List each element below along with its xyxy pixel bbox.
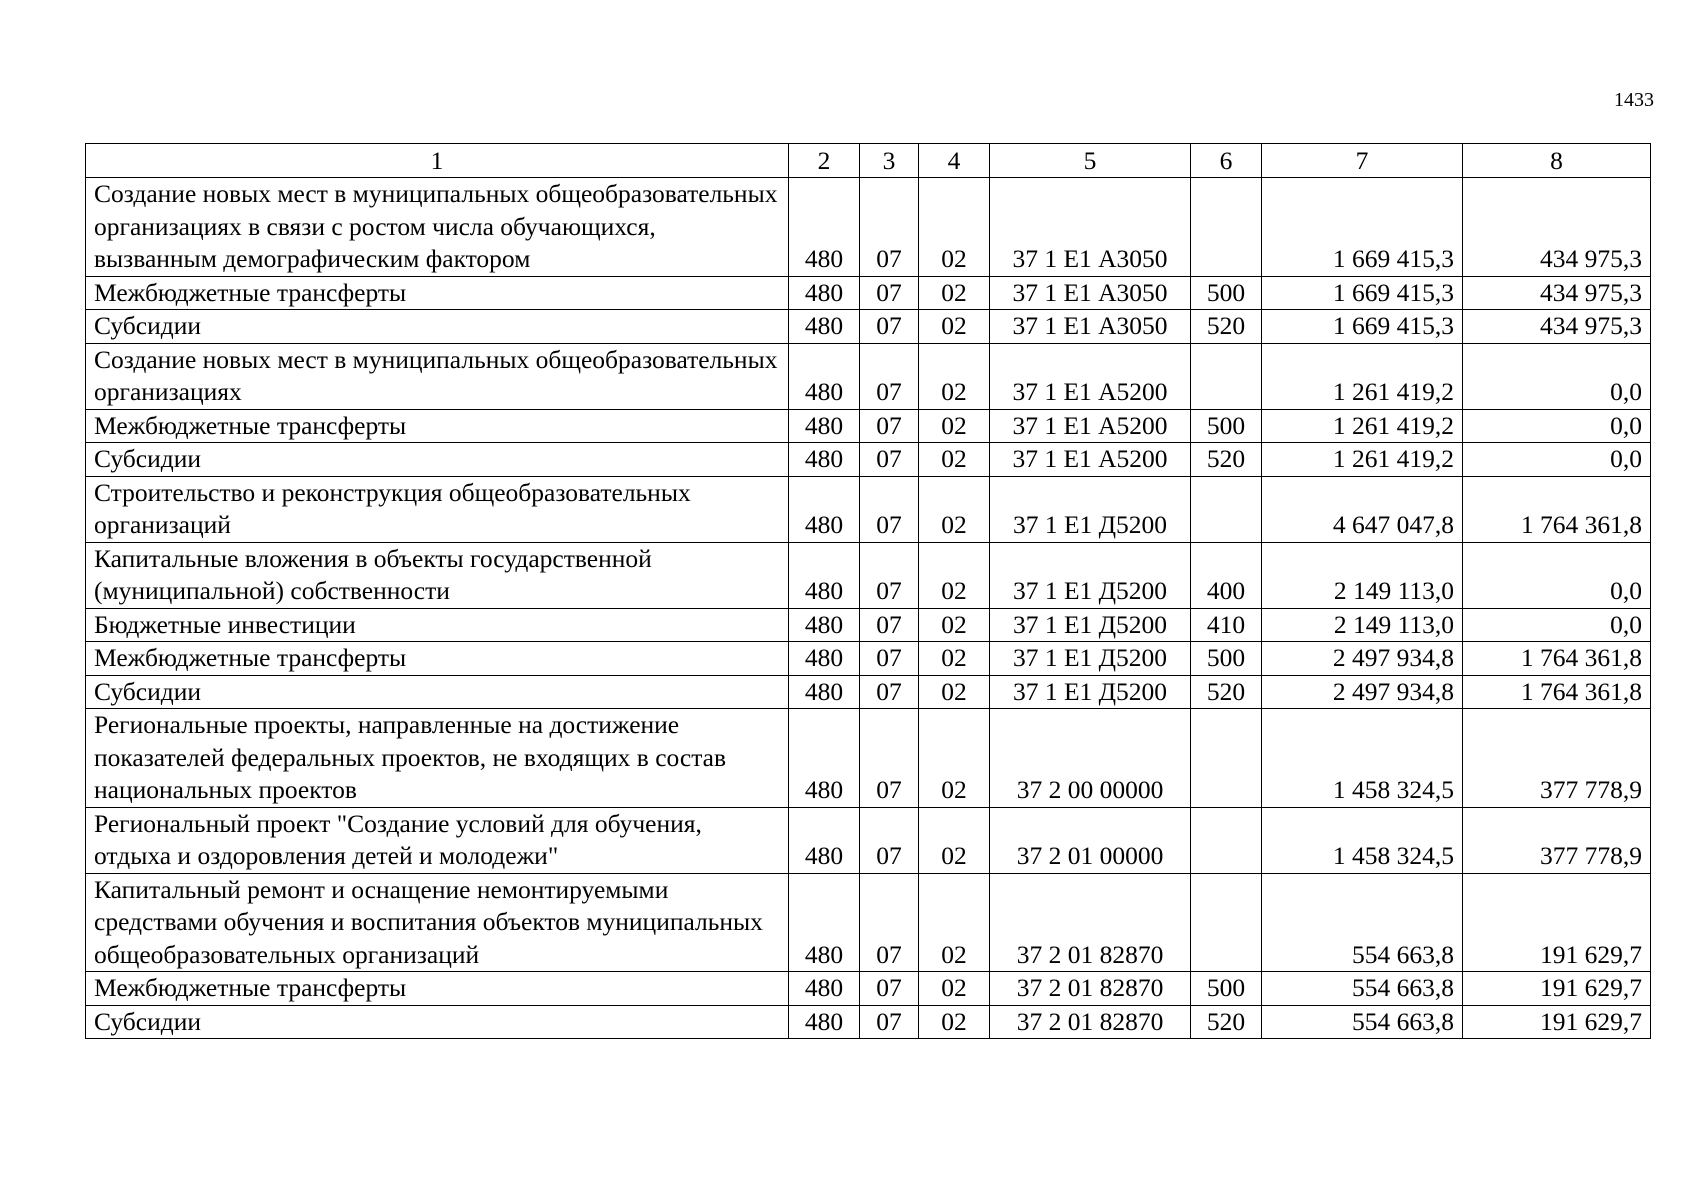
column-header: 6 (1191, 144, 1262, 178)
department-code-cell: 480 (789, 807, 860, 873)
section-code-cell: 07 (860, 608, 919, 642)
target-article-cell: 37 1 Е1 А3050 (990, 276, 1191, 310)
department-code-cell: 480 (789, 178, 860, 277)
amount-cell-col8: 1 764 361,8 (1463, 476, 1651, 542)
amount-cell-col7: 554 663,8 (1262, 873, 1463, 972)
target-article-cell: 37 1 Е1 А5200 (990, 443, 1191, 477)
section-code-cell: 07 (860, 873, 919, 972)
amount-cell-col7: 2 149 113,0 (1262, 542, 1463, 608)
amount-cell-col7: 1 458 324,5 (1262, 807, 1463, 873)
amount-cell-col8: 377 778,9 (1463, 709, 1651, 808)
expense-type-cell: 520 (1191, 310, 1262, 344)
department-code-cell: 480 (789, 276, 860, 310)
table-row (86, 178, 1651, 277)
column-header: 4 (919, 144, 990, 178)
subsection-code-cell: 02 (919, 443, 990, 477)
amount-cell-col8: 1 764 361,8 (1463, 675, 1651, 709)
target-article-cell: 37 1 Е1 А5200 (990, 343, 1191, 409)
column-header: 2 (789, 144, 860, 178)
department-code-cell: 480 (789, 476, 860, 542)
table-row (86, 542, 1651, 608)
target-article-cell: 37 1 Е1 А5200 (990, 409, 1191, 443)
amount-cell-col7: 2 497 934,8 (1262, 642, 1463, 676)
amount-cell-col7: 4 647 047,8 (1262, 476, 1463, 542)
expense-type-cell: 520 (1191, 443, 1262, 477)
section-code-cell: 07 (860, 276, 919, 310)
section-code-cell: 07 (860, 178, 919, 277)
expense-type-cell (1191, 873, 1262, 972)
expense-type-cell: 500 (1191, 276, 1262, 310)
amount-cell-col8: 191 629,7 (1463, 972, 1651, 1006)
expense-type-cell: 520 (1191, 1005, 1262, 1039)
amount-cell-col8: 434 975,3 (1463, 178, 1651, 277)
amount-cell-col7: 554 663,8 (1262, 972, 1463, 1006)
subsection-code-cell: 02 (919, 709, 990, 808)
subsection-code-cell: 02 (919, 476, 990, 542)
table-row (86, 873, 1651, 972)
expense-type-cell: 500 (1191, 409, 1262, 443)
column-header: 8 (1463, 144, 1651, 178)
target-article-cell: 37 1 Е1 Д5200 (990, 608, 1191, 642)
expense-type-cell: 400 (1191, 542, 1262, 608)
column-header: 5 (990, 144, 1191, 178)
table-row (86, 343, 1651, 409)
subsection-code-cell: 02 (919, 276, 990, 310)
department-code-cell: 480 (789, 972, 860, 1006)
table-row (86, 476, 1651, 542)
department-code-cell: 480 (789, 873, 860, 972)
department-code-cell: 480 (789, 409, 860, 443)
expense-name-cell: Капитальные вложения в объекты государственной (муниципальной) собственности (86, 542, 789, 608)
subsection-code-cell: 02 (919, 310, 990, 344)
amount-cell-col7: 1 261 419,2 (1262, 443, 1463, 477)
expense-type-cell (1191, 178, 1262, 277)
expense-type-cell (1191, 807, 1262, 873)
department-code-cell: 480 (789, 675, 860, 709)
section-code-cell: 07 (860, 343, 919, 409)
expense-name-cell: Региональный проект "Создание условий для обучения, отдыха и оздоровления детей и молодежи" (86, 807, 789, 873)
expense-name-cell: Создание новых мест в муниципальных общеобразовательных организациях в связи с ростом числа обучающихся, вызванным демографическим фактором (86, 178, 789, 277)
expense-name-cell: Бюджетные инвестиции (86, 608, 789, 642)
table-row (86, 443, 1651, 477)
subsection-code-cell: 02 (919, 675, 990, 709)
amount-cell-col8: 191 629,7 (1463, 873, 1651, 972)
header-row (86, 144, 1651, 178)
department-code-cell: 480 (789, 608, 860, 642)
expense-name-cell: Субсидии (86, 443, 789, 477)
table-row (86, 310, 1651, 344)
department-code-cell: 480 (789, 443, 860, 477)
table-body (86, 144, 1651, 1039)
target-article-cell: 37 1 Е1 А3050 (990, 310, 1191, 344)
expense-type-cell (1191, 709, 1262, 808)
table-row (86, 1005, 1651, 1039)
department-code-cell: 480 (789, 1005, 860, 1039)
department-code-cell: 480 (789, 642, 860, 676)
section-code-cell: 07 (860, 443, 919, 477)
amount-cell-col7: 1 669 415,3 (1262, 178, 1463, 277)
subsection-code-cell: 02 (919, 608, 990, 642)
expense-name-cell: Создание новых мест в муниципальных общеобразовательных организациях (86, 343, 789, 409)
subsection-code-cell: 02 (919, 178, 990, 277)
amount-cell-col7: 2 149 113,0 (1262, 608, 1463, 642)
amount-cell-col8: 1 764 361,8 (1463, 642, 1651, 676)
amount-cell-col8: 434 975,3 (1463, 310, 1651, 344)
section-code-cell: 07 (860, 642, 919, 676)
expense-name-cell: Субсидии (86, 1005, 789, 1039)
expense-type-cell (1191, 343, 1262, 409)
expense-name-cell: Субсидии (86, 310, 789, 344)
section-code-cell: 07 (860, 542, 919, 608)
subsection-code-cell: 02 (919, 343, 990, 409)
column-header: 7 (1262, 144, 1463, 178)
expense-name-cell: Межбюджетные трансферты (86, 642, 789, 676)
table-row (86, 709, 1651, 808)
target-article-cell: 37 1 Е1 Д5200 (990, 675, 1191, 709)
table-row (86, 608, 1651, 642)
expense-type-cell: 500 (1191, 642, 1262, 676)
amount-cell-col7: 1 669 415,3 (1262, 310, 1463, 344)
expense-type-cell: 500 (1191, 972, 1262, 1006)
amount-cell-col7: 1 261 419,2 (1262, 343, 1463, 409)
expense-name-cell: Региональные проекты, направленные на достижение показателей федеральных проектов, не входящих в состав национальных проектов (86, 709, 789, 808)
table-row (86, 807, 1651, 873)
amount-cell-col7: 2 497 934,8 (1262, 675, 1463, 709)
page-number: 1433 (1614, 89, 1654, 111)
table-row (86, 972, 1651, 1006)
target-article-cell: 37 2 01 82870 (990, 1005, 1191, 1039)
department-code-cell: 480 (789, 310, 860, 344)
expense-name-cell: Субсидии (86, 675, 789, 709)
expense-name-cell: Капитальный ремонт и оснащение немонтируемыми средствами обучения и воспитания объектов муниципальных общеобразовательных организаций (86, 873, 789, 972)
budget-table (85, 143, 1651, 1039)
amount-cell-col8: 377 778,9 (1463, 807, 1651, 873)
amount-cell-col8: 0,0 (1463, 542, 1651, 608)
target-article-cell: 37 1 Е1 Д5200 (990, 542, 1191, 608)
expense-name-cell: Межбюджетные трансферты (86, 972, 789, 1006)
expense-type-cell (1191, 476, 1262, 542)
amount-cell-col8: 0,0 (1463, 443, 1651, 477)
expense-name-cell: Межбюджетные трансферты (86, 409, 789, 443)
target-article-cell: 37 2 01 00000 (990, 807, 1191, 873)
table-row (86, 409, 1651, 443)
table-row (86, 276, 1651, 310)
subsection-code-cell: 02 (919, 807, 990, 873)
section-code-cell: 07 (860, 1005, 919, 1039)
section-code-cell: 07 (860, 709, 919, 808)
target-article-cell: 37 2 01 82870 (990, 873, 1191, 972)
subsection-code-cell: 02 (919, 642, 990, 676)
section-code-cell: 07 (860, 409, 919, 443)
column-header: 1 (86, 144, 789, 178)
section-code-cell: 07 (860, 675, 919, 709)
amount-cell-col8: 0,0 (1463, 409, 1651, 443)
target-article-cell: 37 1 Е1 Д5200 (990, 476, 1191, 542)
table-row (86, 675, 1651, 709)
department-code-cell: 480 (789, 542, 860, 608)
section-code-cell: 07 (860, 476, 919, 542)
department-code-cell: 480 (789, 709, 860, 808)
section-code-cell: 07 (860, 807, 919, 873)
amount-cell-col7: 1 458 324,5 (1262, 709, 1463, 808)
expense-type-cell: 520 (1191, 675, 1262, 709)
target-article-cell: 37 2 01 82870 (990, 972, 1191, 1006)
subsection-code-cell: 02 (919, 873, 990, 972)
section-code-cell: 07 (860, 310, 919, 344)
amount-cell-col8: 0,0 (1463, 608, 1651, 642)
amount-cell-col7: 554 663,8 (1262, 1005, 1463, 1039)
subsection-code-cell: 02 (919, 542, 990, 608)
column-header: 3 (860, 144, 919, 178)
section-code-cell: 07 (860, 972, 919, 1006)
target-article-cell: 37 2 00 00000 (990, 709, 1191, 808)
department-code-cell: 480 (789, 343, 860, 409)
expense-type-cell: 410 (1191, 608, 1262, 642)
amount-cell-col8: 191 629,7 (1463, 1005, 1651, 1039)
subsection-code-cell: 02 (919, 409, 990, 443)
subsection-code-cell: 02 (919, 1005, 990, 1039)
subsection-code-cell: 02 (919, 972, 990, 1006)
amount-cell-col8: 0,0 (1463, 343, 1651, 409)
target-article-cell: 37 1 Е1 А3050 (990, 178, 1191, 277)
amount-cell-col7: 1 261 419,2 (1262, 409, 1463, 443)
table-row (86, 642, 1651, 676)
expense-name-cell: Межбюджетные трансферты (86, 276, 789, 310)
expense-name-cell: Строительство и реконструкция общеобразовательных организаций (86, 476, 789, 542)
amount-cell-col8: 434 975,3 (1463, 276, 1651, 310)
target-article-cell: 37 1 Е1 Д5200 (990, 642, 1191, 676)
amount-cell-col7: 1 669 415,3 (1262, 276, 1463, 310)
